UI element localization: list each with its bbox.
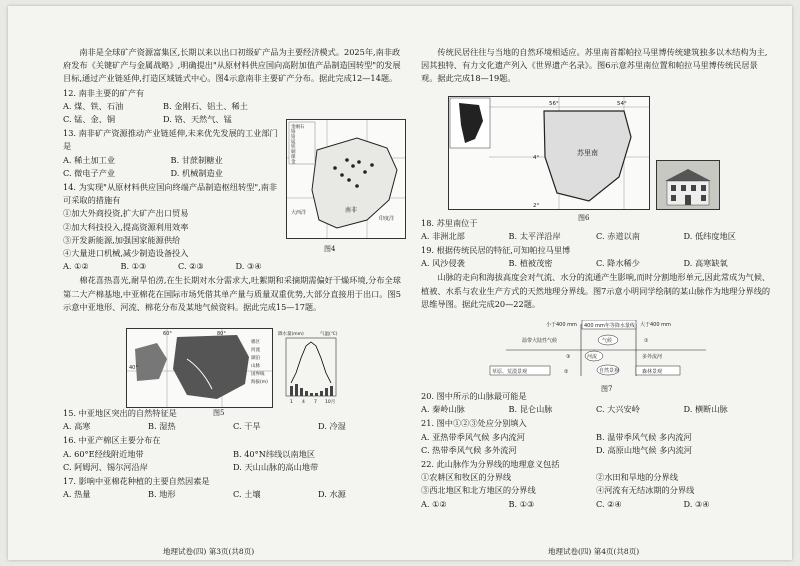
q19-option-c[interactable]: C. 降水稀少 [596,258,640,269]
chart-x-4: 4 [302,400,305,405]
q17-options [63,488,403,501]
q15-option-d[interactable]: D. 冷湿 [318,421,346,432]
figure-6-caption: 图6 [578,214,590,222]
chart-x-10: 10月 [325,400,336,405]
q22-option-b[interactable]: B. ①③ [508,498,535,509]
q13-options [63,154,278,180]
legend-lake: 湖泊 [251,356,260,361]
q22-items [421,471,771,497]
q21-option-b[interactable]: B. 温带季风气候 多内流河 [596,431,692,442]
question-22: 22. 此山脉作为分界线的地理意义包括 [421,459,560,470]
q15-option-c[interactable]: C. 干旱 [233,421,261,432]
q14-option-a[interactable]: A. ①② [63,261,89,272]
q18-option-c[interactable]: C. 赤道以南 [596,230,640,241]
legend-mountain: 山脉 [251,364,260,369]
q15-options [63,420,403,433]
fig7-top-mid: 400 mm年等降水量线 [584,323,635,329]
fig7-node-1: ① [644,338,649,344]
q19-option-b[interactable]: B. 植被茂密 [508,258,553,269]
q14-options [63,260,293,273]
q16-options [63,448,403,474]
q20-option-a[interactable]: A. 秦岭山脉 [421,404,465,415]
q13-option-b[interactable]: B. 甘蔗制糖业 [170,154,223,165]
q19-option-a[interactable]: A. 风沙侵袭 [421,258,465,269]
right-footer: 地理试卷(四) 第4页(共8页) [548,547,640,556]
q18-option-b[interactable]: B. 太平洋沿岸 [508,230,561,241]
q22-item-3: ③西北地区和北方地区的分界线 [421,485,536,496]
q12-option-d[interactable]: D. 铬、天然气、锰 [163,114,232,125]
fig7-node-grassland: 草原、荒漠景观 [492,369,528,375]
question-18: 18. 苏里南位于 [421,217,478,228]
figure-4-map [286,119,406,239]
chart-x-7: 7 [314,400,317,405]
q16-option-b[interactable]: B. 40°N纬线以南地区 [233,448,316,459]
legend-iron: 铁 [291,145,296,150]
q20-option-c[interactable]: C. 大兴安岭 [596,404,640,415]
question-16: 16. 中亚产棉区主要分布在 [63,435,161,446]
mindmap-svg [486,320,726,380]
intro-18-19: 传统民居往往与当地的自然环境相适应。苏里南首都帕拉马里博传统建筑独多以木结构为主,因其独特、有力文化遗产列入《世界遗产名录》。图6示意苏里南位置和帕拉马里博传统民居景观。据此完成18—19题。 [421,47,768,84]
figure-5-map [126,328,273,408]
figure-4-caption: 图4 [324,245,336,253]
q18-option-a[interactable]: A. 非洲北部 [421,230,465,241]
q14-item-1: ①加大外商投资,扩大矿产出口贸易 [63,208,189,219]
q20-option-d[interactable]: D. 横断山脉 [683,404,728,415]
q16-option-d[interactable]: D. 天山山脉的高山地带 [233,461,319,472]
q12-options [63,100,263,126]
fig7-node-2: ② [564,369,569,375]
q16-option-a[interactable]: A. 60°E经线附近地带 [63,448,144,459]
legend-border: 国界线 [251,372,265,377]
q20-options [421,403,771,416]
q22-option-c[interactable]: C. ②④ [596,498,622,509]
q15-option-a[interactable]: A. 高寒 [63,421,91,432]
q18-options [421,230,771,243]
lon-60-label: 60° [163,331,172,337]
q21-option-c[interactable]: C. 热带季风气候 多外流河 [421,444,517,455]
climate-chart-svg [276,328,346,406]
q14-item-4: ④大量进口机械,减少制造设备投入 [63,248,189,259]
q21-option-a[interactable]: A. 亚热带季风气候 多内流河 [421,431,525,442]
lon-56-label: 56° [549,101,559,107]
chart-x-1: 1 [290,400,293,405]
question-12: 12. 南非主要的矿产有 [63,87,145,98]
country-label: 南非 [345,207,358,214]
q21-options [421,431,771,457]
q12-option-c[interactable]: C. 锰、金、铜 [63,114,116,125]
suriname-map [449,97,649,209]
q15-option-b[interactable]: B. 湿热 [148,421,176,432]
lon-54-label: 54° [617,101,627,107]
house-illustration [657,161,719,209]
question-14: 14. 为实现"从原材料供应国向终端产品制造枢纽转型",南非可采取的措施有 [63,182,278,206]
chart-left-axis: 降水量(mm) [278,332,304,337]
fig7-top-left: 小于400 mm [546,322,577,328]
question-21: 21. 图中①②③处应分别填入 [421,418,527,429]
legend-river: 河流 [251,348,260,353]
intro-15-17: 棉花喜热喜光,耐旱怕涝,在生长期对水分需求大,吐絮期和采摘期需偏好干燥环境,分布全球第二大产棉基地,中亚棉花在国际市场凭借其单产量与质量双重优势,大部分直接用于出口。图5示意中亚地形、河流、棉花分布及某地气候资料。据此完成15—17题。 [63,275,401,312]
q13-option-d[interactable]: D. 机械制造业 [170,167,223,178]
question-20: 20. 图中所示的山脉最可能是 [421,391,527,402]
suriname-label: 苏里南 [577,149,598,157]
q22-option-d[interactable]: D. ③④ [683,498,710,509]
q13-option-c[interactable]: C. 微电子产业 [63,167,116,178]
central-asia-map [127,329,272,407]
q22-option-a[interactable]: A. ①② [421,498,447,509]
fig7-node-outflow: 多外流河 [642,354,663,360]
fig7-node-climate-left: 温带大陆性气候 [522,338,558,344]
legend-elevation: 海拔(m) [251,380,268,385]
q20-option-b[interactable]: B. 昆仑山脉 [508,404,553,415]
q12-option-b[interactable]: B. 金刚石、铝土、稀土 [163,100,248,111]
fig4-legend [289,122,315,165]
q12-option-a[interactable]: A. 煤、铁、石油 [63,100,124,111]
left-footer: 地理试卷(四) 第3页(共8页) [163,547,255,556]
legend-chromium: 铬 [291,130,296,135]
q14-item-3: ③开发新能源,加强国家能源供给 [63,234,181,245]
lon-80-label: 80° [217,331,226,337]
figure-5-climate-chart [276,328,346,406]
fig7-node-landscape: 自然景观 [599,368,620,374]
q14-option-b[interactable]: B. ①③ [120,261,147,272]
q14-option-c[interactable]: C. ②③ [178,261,204,272]
south-africa-map [287,120,405,238]
q17-option-a[interactable]: A. 热量 [63,489,91,500]
figure-7-caption: 图7 [601,385,613,393]
intro-12-14: 南非是全球矿产资源富集区,长期以来以出口初级矿产品为主要经济模式。2025年,南非政府发布《关键矿产与金属战略》,明确提出"从原材料供应国向高附加值产品制造国转型"的发展目标,通过产业链延伸,打造区域链式中心。图4示意南非主要矿产分布。据此完成12—14题。 [63,47,401,84]
figure-5-caption: 图5 [213,409,225,417]
fig7-node-forest: 森林景观 [642,369,663,375]
fig7-top-right: 大于400 mm [640,322,671,328]
figure-6-map [448,96,650,210]
fig7-node-3: ③ [566,354,571,360]
chart-right-axis: 气温(℃) [320,332,338,337]
q19-options [421,257,771,270]
legend-gold: 金 [291,160,296,165]
legend-platinum: 铂 [291,135,296,140]
question-13: 13. 南非矿产资源推动产业链延伸,未来优先发展的工业部门是 [63,128,278,152]
fig5-legend [251,338,268,385]
legend-coal: 煤 [291,155,296,160]
q17-option-b[interactable]: B. 地形 [148,489,176,500]
lat-2-label: 2° [533,203,540,209]
indian-ocean-label: 印度洋 [379,216,395,222]
q22-item-4: ④河流有无结冰期的分界线 [596,485,695,496]
legend-diamond: 金刚石 [291,125,305,130]
atlantic-label: 大西洋 [291,210,307,216]
q17-option-d[interactable]: D. 水源 [318,489,346,500]
figure-7-diagram [486,320,726,380]
q14-item-2: ②加大科技投入,提高资源利用效率 [63,221,189,232]
lat-4-label: 4° [533,155,540,161]
exam-sheet [8,6,792,560]
q14-option-d[interactable]: D. ③④ [235,261,262,272]
q22-item-1: ①农耕区和牧区的分界线 [421,472,512,483]
question-15: 15. 中亚地区突出的自然特征是 [63,408,177,419]
q16-option-c[interactable]: C. 阿姆河、锡尔河沿岸 [63,461,148,472]
q19-option-d[interactable]: D. 高寒缺氧 [683,258,728,269]
q18-option-d[interactable]: D. 低纬度地区 [683,230,736,241]
legend-manganese: 锰 [291,140,296,145]
q13-option-a[interactable]: A. 稀土加工业 [63,154,116,165]
legend-copper: 铜 [291,150,296,155]
legend-cotton: 棉区 [251,340,260,345]
q17-option-c[interactable]: C. 土壤 [233,489,261,500]
lat-40-label: 40° [129,365,138,371]
house-photo [656,160,720,210]
q22-item-2: ②水田和旱地的分界线 [596,472,678,483]
question-17: 17. 影响中亚棉花种植的主要自然因素是 [63,476,210,487]
question-19: 19. 根据传统民居的特征,可知帕拉马里博 [421,245,571,256]
left-column [63,46,403,501]
q21-option-d[interactable]: D. 高原山地气候 多内流河 [596,444,692,455]
fig7-node-river: 河流 [587,354,598,360]
q22-options [421,498,771,511]
fig7-node-climate: 气候 [602,338,613,344]
intro-20-22: 山脉的走向和海拔高度会对气流、水分的流通产生影响,而时分割地形单元,因此常成为气候、植被、水系与农业生产方式的天然地理分界线。图7示意小明同学绘制的某山脉作为地理分界线的思维导图。据此完成20—22题。 [421,272,771,309]
